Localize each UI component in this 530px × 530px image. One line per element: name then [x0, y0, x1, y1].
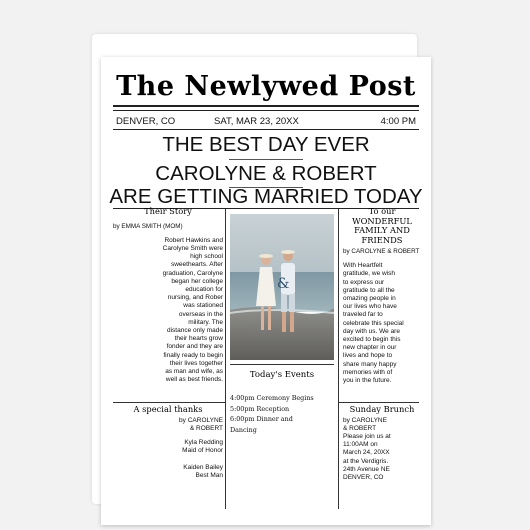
photo-caption-rule	[230, 364, 334, 365]
event-item: 5:00pm Reception	[230, 404, 290, 413]
dedication-byline: by CAROLYNE & ROBERT	[343, 248, 420, 255]
headline-best-day: THE BEST DAY EVER	[162, 133, 370, 156]
brunch-title: Sunday Brunch	[349, 404, 415, 414]
brunch-rule	[338, 402, 419, 403]
masthead-rule	[113, 105, 419, 107]
thanks-column	[113, 405, 223, 480]
event-item: 4:00pm Ceremony Begins	[230, 394, 314, 402]
event-item: 6:00pm Dinner and	[230, 415, 293, 423]
dedication-column	[343, 207, 421, 385]
invitation-card	[101, 57, 431, 525]
thanks-title: A special thanks	[133, 404, 203, 414]
brunch-body: Please join us at 11:00AM on March 24, 20XX at the Verdigris. 24th Avenue NE DENVER, CO	[343, 432, 391, 481]
brunch-column	[343, 405, 421, 482]
events-title: Today's Events	[249, 370, 315, 380]
couple-photo	[230, 214, 334, 360]
dateline-location: DENVER, CO	[116, 116, 176, 127]
dedication-body: With Heartfelt gratitude, we wish to express our gratitude to all the omazing people in our lives who have traveled far to celebrate this special day with us. We are excited to begin this new chapter in our lives and hope to share many happy memories with of you in the future.	[343, 262, 404, 385]
story-column	[113, 207, 223, 384]
masthead-rule-thin	[113, 110, 419, 111]
dedication-title: To our WONDERFUL FAMILY AND FRIENDS	[352, 206, 412, 245]
headline-couple: CAROLYNE & ROBERT	[155, 162, 377, 185]
dateline-rule	[113, 129, 419, 130]
story-byline: by EMMA SMITH (MOM)	[113, 222, 183, 230]
masthead-title: The Newlywed Post	[116, 71, 416, 102]
story-body: Robert Hawkins and Carolyne Smith were high school sweethearts. After graduation, Carolyne began her college education for nursing, and Rober was stationed overseas in the military. The distance only made their hearts grow fonder and they are finally ready to begin their lives together as man and wife, as well as best friends.	[162, 236, 223, 384]
svg-text:&: &	[277, 276, 290, 292]
dateline-time: 4:00 PM	[380, 116, 416, 127]
thanks-byline: by CAROLYNE & ROBERT	[179, 416, 223, 432]
events-list	[230, 393, 340, 435]
headline-divider-1	[229, 159, 303, 160]
event-item: Dancing	[230, 425, 257, 434]
column-divider-left	[225, 209, 226, 509]
thanks-body: Kyla Redding Maid of Honor Kaiden Bailey Best Man	[182, 438, 223, 479]
brunch-byline: by CAROLYNE & ROBERT	[343, 416, 387, 432]
dateline-date: SAT, MAR 23, 20XX	[214, 116, 299, 127]
beach-couple-image	[230, 214, 334, 360]
column-divider-right	[338, 209, 339, 509]
story-title: Their Story	[144, 206, 192, 216]
thanks-rule	[113, 402, 225, 403]
headline-married-today: ARE GETTING MARRIED TODAY	[109, 185, 423, 208]
